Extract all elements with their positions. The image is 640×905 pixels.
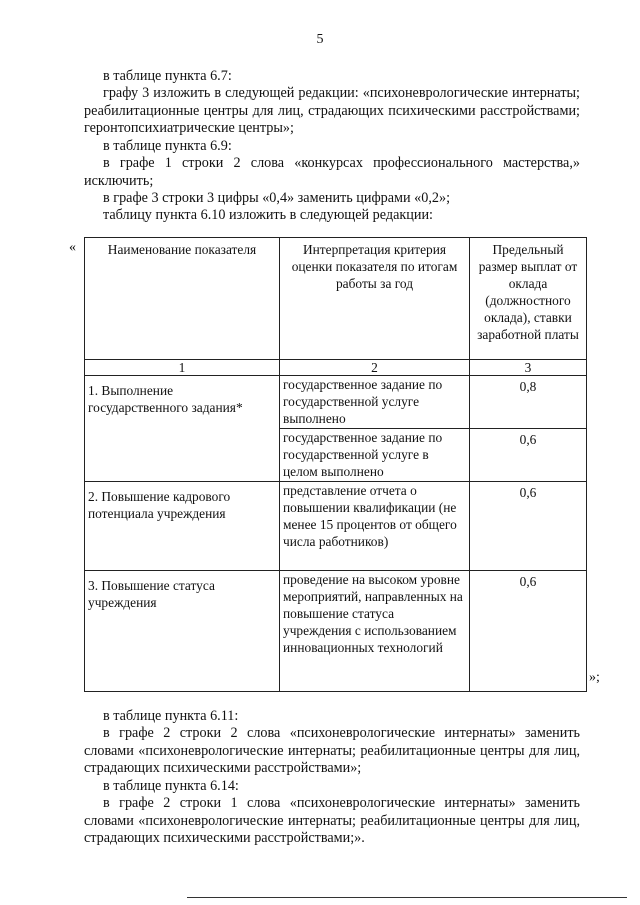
criterion-value: 0,6 — [470, 571, 587, 692]
criterion-interpretation: проведение на высоком уровне мероприятий, направленных на повышение статуса учреждения с использованием инновационных технологий — [280, 571, 470, 692]
paragraph-6-9-column1: в графе 1 строки 2 слова «конкурсах профессионального мастерства,» исключить; — [84, 155, 580, 189]
table-row — [85, 376, 587, 429]
table-row — [85, 482, 587, 571]
indicator-table — [84, 237, 587, 692]
paragraph-6-14-column2: в графе 2 строки 1 слова «психоневрологические интернаты» заменить словами «психоневрологические интернаты; реабилитационные центры для лиц, страдающих психическими расстройствами;». — [84, 795, 580, 846]
column-number-1: 1 — [85, 360, 280, 376]
paragraph-6-11-intro: в таблице пункта 6.11: — [103, 708, 239, 724]
criterion-interpretation: представление отчета о повышении квалификации (не менее 15 процентов от общего числа работников) — [280, 482, 470, 571]
header-indicator-name: Наименование показателя — [85, 238, 280, 360]
indicator-name: 3. Повышение статуса учреждения — [85, 571, 280, 692]
indicator-name: 2. Повышение кадрового потенциала учреждения — [85, 482, 280, 571]
paragraph-6-10-intro: таблицу пункта 6.10 изложить в следующей редакции: — [103, 207, 433, 223]
criterion-value: 0,6 — [470, 429, 587, 482]
page-number: 5 — [316, 32, 324, 47]
header-payment-limit: Предельный размер выплат от оклада (должностного оклада), ставки заработной платы — [470, 238, 587, 360]
column-number-3: 3 — [470, 360, 587, 376]
header-interpretation: Интерпретация критерия оценки показателя по итогам работы за год — [280, 238, 470, 360]
paragraph-6-7-intro: в таблице пункта 6.7: — [103, 68, 232, 84]
paragraph-6-14-intro: в таблице пункта 6.14: — [103, 778, 239, 794]
page-bottom-rule — [187, 897, 627, 898]
table-close-quote: »; — [589, 670, 600, 685]
criterion-interpretation: государственное задание по государственной услуге в целом выполнено — [280, 429, 470, 482]
paragraph-6-9-column3: в графе 3 строки 3 цифры «0,4» заменить цифрами «0,2»; — [103, 190, 451, 206]
table-row — [85, 571, 587, 692]
criterion-value: 0,6 — [470, 482, 587, 571]
criterion-interpretation: государственное задание по государственной услуге выполнено — [280, 376, 470, 429]
paragraph-6-9-intro: в таблице пункта 6.9: — [103, 138, 232, 154]
paragraph-6-11-column2: в графе 2 строки 2 слова «психоневрологические интернаты» заменить словами «психоневрологические интернаты; реабилитационные центры для лиц, страдающих психическими расстройствами»; — [84, 725, 580, 776]
table-header-row — [85, 238, 587, 360]
paragraph-6-7-column3: графу 3 изложить в следующей редакции: «психоневрологические интернаты; реабилитационные центры для лиц, страдающих психическими расстройствами; геронтопсихиатрические центры»; — [84, 85, 580, 136]
indicator-name: 1. Выполнение государственного задания* — [85, 376, 280, 482]
column-number-2: 2 — [280, 360, 470, 376]
table-open-quote: « — [69, 240, 76, 255]
column-number-row — [85, 360, 587, 376]
criterion-value: 0,8 — [470, 376, 587, 429]
